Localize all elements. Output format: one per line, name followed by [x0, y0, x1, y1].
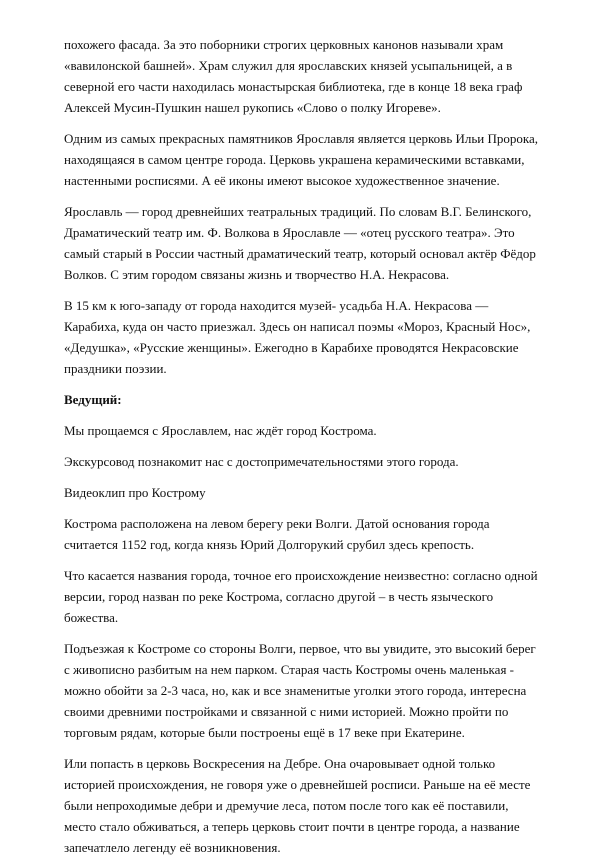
- paragraph-farewell: Мы прощаемся с Ярославлем, нас ждёт город Кострома.: [64, 423, 377, 438]
- paragraph-yaroslavl-church: похожего фасада. За это поборники строгих церковных канонов называли храм «вавилонской башней». Храм служил для ярославских князей усыпальницей, а в северной его части находилась монастырская библиотека, где в конце 18 века граф Алексей Мусин-Пушкин нашел рукопись «Слово о полку Игореве».: [64, 37, 523, 115]
- paragraph-guide: Экскурсовод познакомит нас с достопримечательностями этого города.: [64, 454, 459, 469]
- paragraph-videoclip: Видеоклип про Кострому: [64, 485, 206, 500]
- paragraph-old-town: Подъезжая к Костроме со стороны Волги, первое, что вы увидите, это высокий берег с живописно разбитым на нем парком. Старая часть Костромы очень маленькая - можно обойти за 2-3 часа, но, как и все знаменитые уголки этого города, интересна своими древними постройками и связанной с ними историей. Можно пройти по торговым рядам, которые были построены ещё в 17 веке при Екатерине.: [64, 641, 536, 740]
- paragraph-name-origin: Что касается названия города, точное его происхождение неизвестно: согласно одной версии, город назван по реке Кострома, согласно другой – в честь языческого божества.: [64, 568, 538, 625]
- document-page: [64, 34, 542, 868]
- speaker-heading: Ведущий:: [64, 392, 122, 407]
- paragraph-ilya-prorok: Одним из самых прекрасных памятников Ярославля является церковь Ильи Пророка, находящаяся в самом центре города. Церковь украшена керамическими вставками, настенными росписями. А её иконы имеют высокое художественное значение.: [64, 131, 539, 188]
- paragraph-kostroma-founding: Кострома расположена на левом берегу реки Волги. Датой основания города считается 1152 год, когда князь Юрий Долгорукий срубил здесь крепость.: [64, 516, 490, 552]
- paragraph-church-debra: Или попасть в церковь Воскресения на Дебре. Она очаровывает одной только историей происхождения, не говоря уже о древнейшей росписи. Раньше на её месте были непроходимые дебри и дремучие леса, потом после того как её поставили, место стало обживаться, а теперь церковь стоит почти в центре города, а название запечатлело легенду её возникновения.: [64, 756, 531, 855]
- paragraph-theatre: Ярославль — город древнейших театральных традиций. По словам В.Г. Белинского, Драматический театр им. Ф. Волкова в Ярославле — «отец русского театра». Это самый старый в России частный драматический театр, который основал актёр Фёдор Волков. С этим городом связаны жизнь и творчество Н.А. Некрасова.: [64, 204, 536, 282]
- paragraph-karabikha: В 15 км к юго-западу от города находится музей- усадьба Н.А. Некрасова — Карабиха, куда он часто приезжал. Здесь он написал поэмы «Мороз, Красный Нос», «Дедушка», «Русские женщины». Ежегодно в Карабихе проводятся Некрасовские праздники поэзии.: [64, 298, 531, 376]
